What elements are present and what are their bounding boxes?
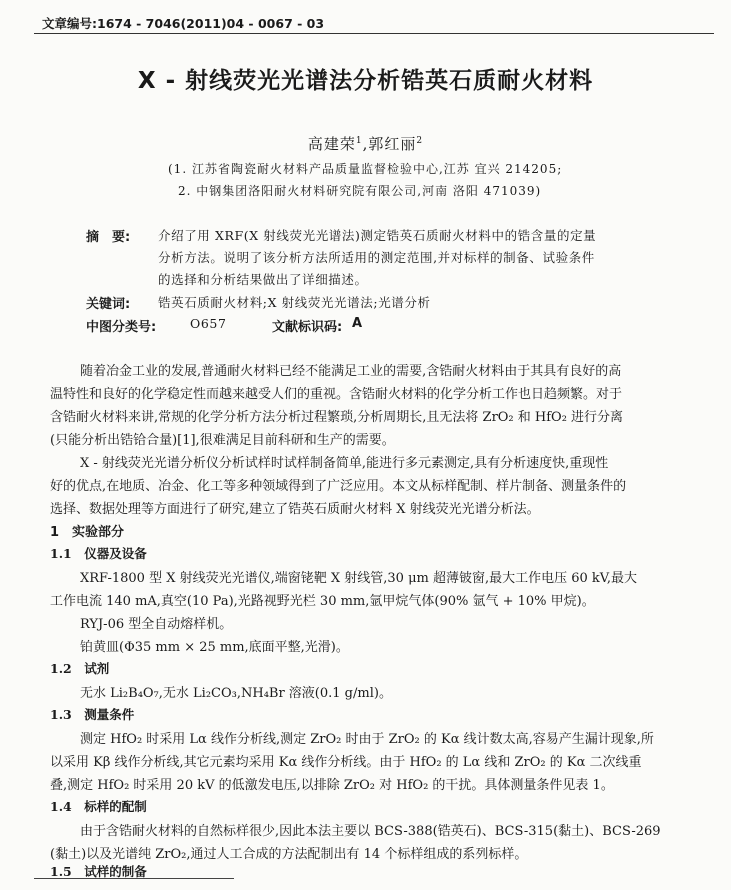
keywords-text: 锆英石质耐火材料;X 射线荧光光谱法;光谱分析 [158, 295, 431, 310]
clc-label: 中图分类号: [86, 320, 157, 335]
author-2-sup: 2 [416, 136, 424, 146]
body-line: 叠,测定 HfO₂ 时采用 20 kV 的低激发电压,以排除 ZrO₂ 对 HfO₂ 的干扰。具体测量条件见表 1。 [50, 778, 614, 793]
body-line: 以采用 Kβ 线作分析线,其它元素均采用 Kα 线作分析线。由于 HfO₂ 的 Lα 线和 ZrO₂ 的 Kα 二次线重 [50, 755, 642, 770]
subsection-heading: 1.3 测量条件 [50, 707, 135, 722]
affiliation-2: 2. 中钢集团洛阳耐火材料研究院有限公司,河南 洛阳 471039) [178, 184, 542, 198]
subsection-heading: 1.1 仪器及设备 [50, 546, 147, 561]
abstract-line: 分析方法。说明了该分析方法所适用的测定范围,并对标样的制备、试验条件 [158, 250, 595, 265]
intro-line: 温特性和良好的化学稳定性而越来越受人们的重视。含锆耐火材料的化学分析工作也日趋频繁。对于 [50, 387, 623, 402]
keywords-label: 关键词: [86, 297, 131, 312]
intro-line: (只能分析出锆铪合量)[1],很难满足目前科研和生产的需要。 [50, 433, 395, 448]
author-1: 高建荣 [307, 135, 356, 153]
paper-title: X - 射线荧光光谱法分析锆英石质耐火材料 [137, 68, 594, 94]
intro-line: 含锆耐火材料来讲,常规的化学分析方法分析过程繁琐,分析周期长,且无法将 ZrO₂ 和 HfO₂ 进行分离 [50, 410, 624, 425]
footnote-rule [34, 878, 234, 879]
article-number: 文章编号:1674 - 7046(2011)04 - 0067 - 03 [42, 16, 325, 31]
intro-line: 选择、数据处理等方面进行了研究,建立了锆英石质耐火材料 X 射线荧光光谱分析法。 [50, 502, 540, 517]
body-line: XRF-1800 型 X 射线荧光光谱仪,端窗铑靶 X 射线管,30 μm 超薄铍窗,最大工作电压 60 kV,最大 [80, 571, 638, 586]
body-line: 工作电流 140 mA,真空(10 Pa),光路视野光栏 30 mm,氩甲烷气体(90% 氩气 + 10% 甲烷)。 [50, 594, 595, 609]
subsection-heading: 1.2 试剂 [50, 661, 110, 676]
author-2: 郭红丽 [368, 135, 417, 153]
section-heading: 1 实验部分 [50, 525, 125, 540]
intro-line: 好的优点,在地质、冶金、化工等多种领域得到了广泛应用。本文从标样配制、样片制备、测量条件的 [50, 479, 627, 494]
abstract-label: 摘 要: [86, 230, 131, 245]
header-rule [34, 33, 714, 34]
doc-code-value: A [352, 316, 363, 331]
abstract-line: 的选择和分析结果做出了详细描述。 [158, 272, 368, 287]
affiliation-1: (1. 江苏省陶瓷耐火材料产品质量监督检验中心,江苏 宜兴 214205; [168, 162, 563, 176]
body-line: RYJ-06 型全自动熔样机。 [80, 617, 233, 632]
subsection-heading: 1.4 标样的配制 [50, 799, 147, 814]
body-line: 由于含锆耐火材料的自然标样很少,因此本法主要以 BCS-388(锆英石)、BCS-315(黏土)、BCS-269 [80, 824, 661, 839]
intro-line: 随着冶金工业的发展,普通耐火材料已经不能满足工业的需要,含锆耐火材料由于其具有良好的高 [80, 364, 622, 379]
author-sep: , [362, 135, 369, 153]
subsection-heading: 1.5 试样的制备 [50, 864, 147, 879]
doc-code-label: 文献标识码: [272, 320, 343, 335]
body-line: (黏土)以及光谱纯 ZrO₂,通过人工合成的方法配制出有 14 个标样组成的系列标样。 [50, 847, 528, 862]
author-line [0, 133, 731, 154]
body-line: 测定 HfO₂ 时采用 Lα 线作分析线,测定 ZrO₂ 时由于 ZrO₂ 的 Kα 线计数太高,容易产生漏计现象,所 [80, 732, 654, 747]
abstract-line: 介绍了用 XRF(X 射线荧光光谱法)测定锆英石质耐火材料中的锆含量的定量 [158, 228, 597, 243]
intro-line: X - 射线荧光光谱分析仪分析试样时试样制备简单,能进行多元素测定,具有分析速度快,重现性 [80, 456, 609, 471]
body-line: 铂黄皿(Φ35 mm × 25 mm,底面平整,光滑)。 [80, 640, 349, 655]
clc-value: O657 [190, 316, 227, 331]
author-1-sup: 1 [355, 136, 363, 146]
body-line: 无水 Li₂B₄O₇,无水 Li₂CO₃,NH₄Br 溶液(0.1 g/ml)。 [80, 686, 392, 701]
